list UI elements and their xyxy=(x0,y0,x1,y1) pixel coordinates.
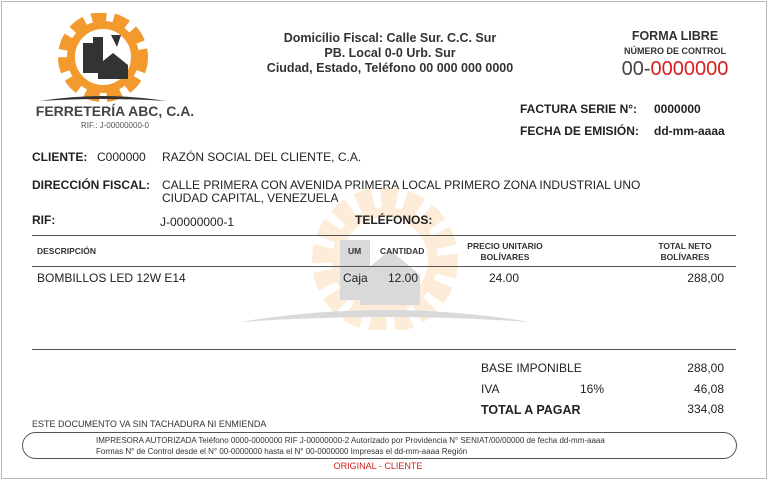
control-label: NÚMERO DE CONTROL xyxy=(624,46,726,56)
phones-label: TELÉFONOS: xyxy=(355,213,433,227)
header-quantity: CANTIDAD xyxy=(380,246,425,256)
client-label: CLIENTE: xyxy=(32,150,88,164)
iva-label: IVA xyxy=(481,382,500,396)
client-code: C000000 xyxy=(97,150,146,164)
date-label: FECHA DE EMISIÓN: xyxy=(520,124,639,138)
company-name: FERRETERÍA ABC, C.A. xyxy=(35,103,195,119)
fiscal-address-line: Domicilio Fiscal: Calle Sur. C.C. Sur xyxy=(283,31,497,45)
copy-label: ORIGINAL - CLIENTE xyxy=(333,461,423,471)
total-value: 334,08 xyxy=(687,402,724,416)
fiscal-address-line: Ciudad, Estado, Teléfono 00 000 000 0000 xyxy=(266,61,514,75)
client-name: RAZÓN SOCIAL DEL CLIENTE, C.A. xyxy=(162,150,362,164)
printer-info-box xyxy=(22,432,737,459)
table-bottom-line xyxy=(32,349,736,350)
header-total-currency: BOLÍVARES xyxy=(660,252,710,262)
header-description: DESCRIPCIÓN xyxy=(37,246,97,256)
form-title: FORMA LIBRE xyxy=(631,29,719,43)
header-um: UM xyxy=(348,246,362,256)
control-prefix: 00- xyxy=(621,58,651,80)
date-value: dd-mm-aaaa xyxy=(654,124,725,138)
rif-label: RIF: xyxy=(32,213,56,227)
client-address: CALLE PRIMERA CON AVENIDA PRIMERA LOCAL PRIMERO ZONA INDUSTRIAL UNO CIUDAD CAPITAL, VENEZUELA xyxy=(162,178,641,205)
base-value: 288,00 xyxy=(687,361,724,375)
row-price: 24.00 xyxy=(489,271,520,285)
row-description: BOMBILLOS LED 12W E14 xyxy=(37,271,186,285)
total-label: TOTAL A PAGAR xyxy=(481,403,581,417)
header-total: TOTAL NETO xyxy=(658,241,712,251)
row-um: Caja xyxy=(343,271,368,285)
row-total: 288,00 xyxy=(687,271,724,285)
company-logo-icon xyxy=(38,13,168,105)
footer-notice: ESTE DOCUMENTO VA SIN TACHADURA NI ENMIENDA xyxy=(32,419,267,429)
base-label: BASE IMPONIBLE xyxy=(481,361,582,375)
company-rif: RIF.: J-00000000-0 xyxy=(80,121,150,130)
table-top-line xyxy=(32,235,736,236)
control-number: 0000000 xyxy=(650,58,729,80)
client-rif: J-00000000-1 xyxy=(160,215,235,229)
printer-line: Formas N° de Control desde el N° 00-0000000 hasta el N° 00-0000000 Impresas el dd-mm-aaaa Región xyxy=(96,447,468,456)
address-label: DIRECCIÓN FISCAL: xyxy=(32,178,150,192)
serie-label: FACTURA SERIE N°: xyxy=(520,102,638,116)
printer-line: IMPRESORA AUTORIZADA Teléfono 0000-0000000 RIF J-00000000-2 Autorizado por Providencia N° SENIAT/00/00000 de fecha dd-mm-aaaa xyxy=(96,436,605,445)
iva-value: 46,08 xyxy=(693,382,724,396)
table-header-line xyxy=(32,266,736,267)
iva-rate: 16% xyxy=(580,382,605,396)
header-price: PRECIO UNITARIO xyxy=(467,241,543,251)
header-price-currency: BOLÍVARES xyxy=(480,252,530,262)
fiscal-address-line: PB. Local 0-0 Urb. Sur xyxy=(324,46,456,60)
row-quantity: 12.00 xyxy=(388,271,419,285)
serie-value: 0000000 xyxy=(654,102,701,116)
